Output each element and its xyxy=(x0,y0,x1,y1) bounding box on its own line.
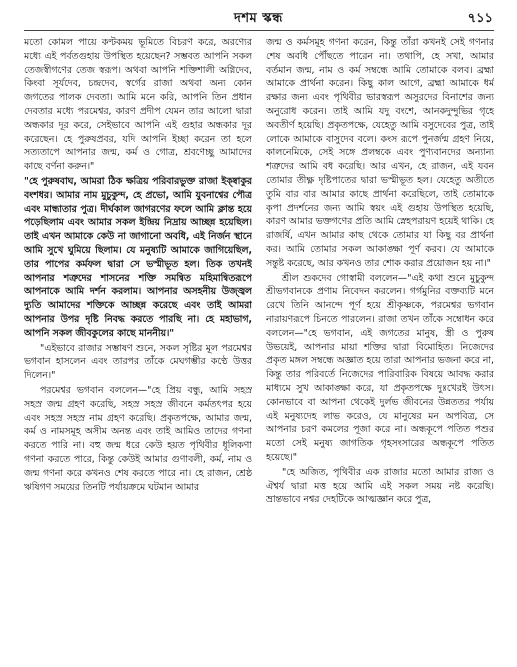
page-header xyxy=(0,6,517,28)
paragraph: জন্ম ও কর্মসমূহ গণনা করেন, কিন্তু তাঁরা কখনই সেই গণনার শেষ অবধি পৌঁছতে পারেন না। তথাপি, হে সখা, আমার বর্তমান জন্ম, নাম ও কর্ম সম্বন্ধে আমি তোমাকে বলব। ব্রহ্মা আমাকে প্রার্থনা করেন। কিছু কাল আগে, ব্রহ্মা আমাকে ধর্ম রক্ষার জন্য এবং পৃথিবীর ভারস্বরূপ অসুরদের বিনাশের জন্য অনুরোধ করেন। তাই আমি যদু বংশে, আনকদুন্দুভির গৃহে অবতীর্ণ হয়েছি। প্রকৃতপক্ষে, যেহেতু আমি বসুদেবের পুত্র, তাই লোকে আমাকে বাসুদেব বলে। কংস রূপে পুনর্জন্ম গ্রহণ নিয়ে, কালনেমিকে, সেই সঙ্গে প্রলম্বকে এবং পুণ্যবানদের অন্যান্য শত্রুদের আমি বধ করেছি। আর এখন, হে রাজন, এই যবন তোমার তীক্ষ্ণ দৃষ্টিপাতের দ্বারা ভস্মীভূত হল। যেহেতু অতীতে তুমি বার বার আমার কাছে প্রার্থনা করেছিলে, তাই তোমাকে কৃপা প্রদর্শনের জন্য আমি স্বয়ং এই গুহায় উপস্থিত হয়েছি, কারণ আমার ভক্তগণের প্রতি আমি স্নেহপরায়ণ হয়েই থাকি। হে রাজর্ষি, এখন আমার কাছ থেকে তোমার যা কিছু বর প্রার্থনা কর। আমি তোমার সকল আকাঙ্ক্ষা পূর্ণ করব। যে আমাকে সন্তুষ্ট করেছে, আর কখনও তার শোক করার প্রয়োজন হয় না।" xyxy=(266,37,494,269)
paragraph: "এইভাবে রাজার সম্ভাষণ শুনে, সকল সৃষ্টির মূল পরমেশ্বর ভগবান হাসলেন এবং তারপর তাঁকে মেঘগম্ভীর কণ্ঠে উত্তর দিলেন।" xyxy=(24,342,252,382)
header-rule xyxy=(24,30,494,31)
verse-paragraph: "হে পুরুষবাঘ, আমরা ঠিক ক্ষত্রিয় পরিবারভুক্ত রাজা ইক্ষ্বাকুর বংশধর। আমার নাম মুচুকুন্দ, হে প্রভো, আমি যুবনাশ্বের পৌত্র এবং মান্ধাতার পুত্র। দীর্ঘকাল জাগরণের ফলে আমি ক্লান্ত হয়ে পড়েছিলাম এবং আমার সকল ইন্দ্রিয় নিদ্রায় আচ্ছন্ন হয়েছিল। তাই এখন আমাকে কেউ না জাগানো অবধি, এই নির্জন স্থানে আমি সুখে ঘুমিয়ে ছিলাম। যে মনুষ্যটি আমাকে জাগিয়েছিল, তার পাপের কর্মফল দ্বারা সে ভস্মীভূত হল। তিক তখনই আপনার শত্রুদের শাসনের শক্তি সমন্বিত মহিমান্বিতরূপে আপনাকে আমি দর্শন করলাম। আপনার অসহনীয় উজ্জ্বল দ্যুতি আমাদের শক্তিকে আচ্ছন্ন করেছে এবং তাই আমরা আপনার উপর দৃষ্টি নিবদ্ধ করতে পারছি না। হে মহাভাগ, আপনি সকল জীবকুলের কাছে মাননীয়।" xyxy=(24,175,252,339)
left-column xyxy=(24,36,252,661)
paragraph: "হে অজিত, পৃথিবীর এক রাজার মতো আমার রাজ্য ও ঐশ্বর্য দ্বারা মত্ত হয়ে আমি এই সকল সময় নষ্ট করেছি। ভ্রান্তভাবে নশ্বর দেহটিকে আত্মজ্ঞান করে পুত্র, xyxy=(266,466,494,506)
paragraph: মতো কোমল পায়ে কণ্টকময় ভূমিতে বিচরণ করে, অরণ্যের মধ্যে এই পর্বতগুহায় উপস্থিত হয়েছেন? সম্ভবত আপনি সকল তেজস্বীগণের তেজ স্বরূপ। অথবা আপনি শক্তিশালী অগ্নিদেব, কিংবা সূর্যদেব, চন্দ্রদেব, স্বর্গের রাজা অথবা অন্য কোন জগতের পালক দেবতা। আমি মনে করি, আপনি তিন প্রধান দেবতার মধ্যে পরমেশ্বর, কারণ প্রদীপ যেমন তার আলো দ্বারা অন্ধকার দূর করে, সেইভাবে আপনি এই গুহার অন্ধকার দূর করেছেন। হে পুরুষপ্রবর, যদি আপনি ইচ্ছা করেন তা হলে সত্যতাপে আপনার জন্ম, কর্ম ও গোত্র, শ্রবণেচ্ছু আমাদের কাছে বর্ণনা করুন।" xyxy=(24,37,252,173)
right-column xyxy=(266,36,494,661)
running-title: দশম স্কন্ধ xyxy=(234,11,283,26)
paragraph: পরমেশ্বর ভগবান বললেন—"হে প্রিয় বন্ধু, আমি সহস্র সহস্র জন্ম গ্রহণ করেছি, সহস্র সহস্র জীবনে কর্মতৎপর হয়ে এবং সহস্র সহস্র নাম গ্রহণ করেছি। প্রকৃতপক্ষে, আমার জন্ম, কর্ম ও নামসমূহ অসীম অনন্ত এবং তাই আমিও তাদের গণনা করতে পারি না। বহু জন্ম ধরে কেউ হয়ত পৃথিবীর ধূলিকণা গণনা করতে পারে, কিন্তু কেউই আমার গুণাবলী, কর্ম, নাম ও জন্ম গণনা করে কখনও শেষ করতে পারে না। হে রাজন, শ্রেষ্ঠ ঋষিগণ সময়ের তিনটি পর্যায়ক্রমে ঘটমান আমার xyxy=(24,384,252,493)
page-number: ৭১১ xyxy=(467,11,493,26)
paragraph: শ্রীল শুকদেব গোস্বামী বললেন—"এই কথা শুনে মুচুকুন্দ শ্রীভগবানকে প্রণাম নিবেদন করলেন। গর্গমুনির বক্তব্যটি মনে রেখে তিনি আনন্দে পূর্ণ হয়ে শ্রীকৃষ্ণকে, পরমেশ্বর ভগবান নারায়ণরূপে চিনতে পারলেন। রাজা তখন তাঁকে সম্বোধন করে বললেন—"হে ভগবান, এই জগতের মানুষ, স্ত্রী ও পুরুষ উভয়েই, আপনার মায়া শক্তির দ্বারা বিমোহিত। নিজেদের প্রকৃত মঙ্গল সম্বন্ধে অজ্ঞাত হয়ে তারা আপনার ভজনা করে না, কিন্তু তার পরিবর্তে নিজেদের পারিবারিক বিষয়ে আবদ্ধ করার মাধ্যমে সুখ আকাঙ্ক্ষা করে, যা প্রকৃতপক্ষে দুঃখেরই উৎস। কোনভাবে বা আপনা থেকেই দুর্লভ জীবনের উন্নততর পর্যায় এই মনুষ্যদেহ লাভ করেও, যে মানুষের মন অপবিত্র, সে আপনার চরণ কমলের পূজা করে না। অন্ধকূপে পতিত পশুর মতো সেই মনুষ্য জাগতিক গৃহসংসারের অন্ধকূপে পতিত হয়েছে।" xyxy=(266,272,494,463)
